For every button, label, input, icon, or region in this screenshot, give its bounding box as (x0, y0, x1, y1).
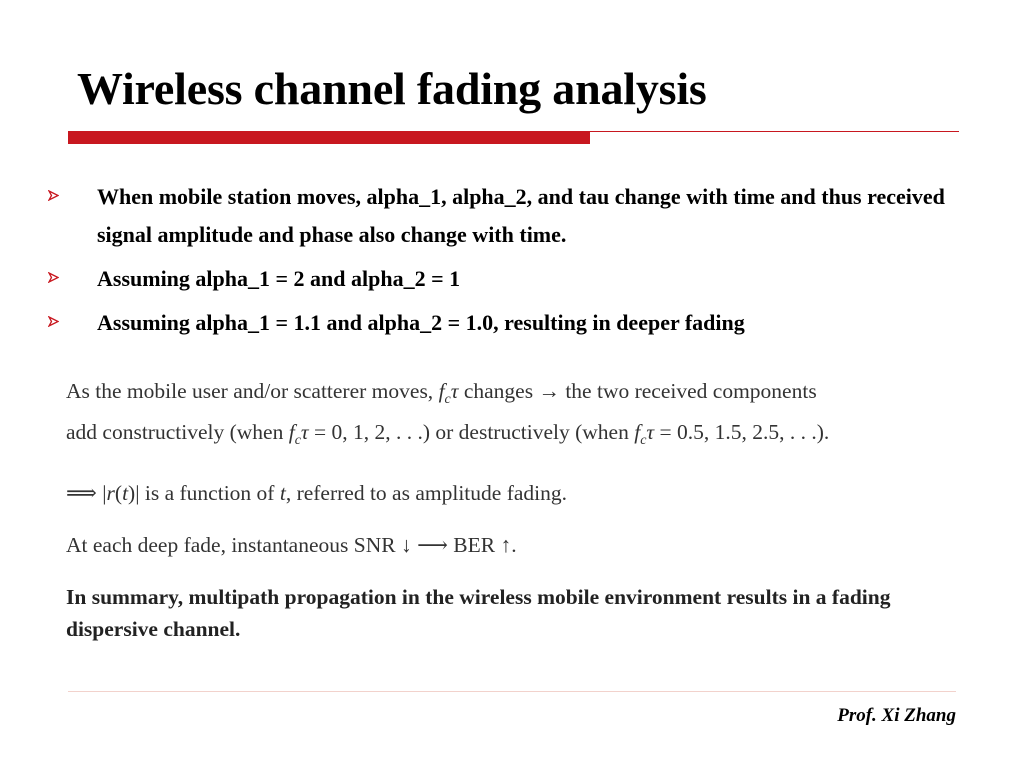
math-tau: τ (300, 420, 309, 444)
slide-title: Wireless channel fading analysis (77, 63, 707, 114)
title-underline-thin (590, 131, 959, 132)
text-run: = 0.5, 1.5, 2.5, . . .). (654, 420, 830, 444)
chevron-arrow-icon (48, 190, 59, 201)
title-underline-thick (68, 131, 590, 144)
text-run: ⟹ | (66, 481, 107, 505)
paragraph-line (66, 375, 996, 416)
chevron-arrow-icon (48, 272, 59, 283)
text-run: , referred to as amplitude fading. (285, 481, 567, 505)
bullet-text: Assuming alpha_1 = 1.1 and alpha_2 = 1.0, resulting in deeper fading (97, 310, 745, 335)
paragraph-line (66, 477, 996, 509)
bullet-list (48, 178, 988, 348)
paragraph-line: At each deep fade, instantaneous SNR ↓ ⟶ BER ↑. (66, 533, 517, 557)
bullet-item (48, 260, 988, 298)
paragraph-line (66, 416, 996, 457)
summary-text: In summary, multipath propagation in the wireless mobile environment results in a fading dispersive channel. (66, 585, 891, 641)
math-t: t (122, 481, 129, 505)
math-tau: τ (450, 379, 459, 403)
bullet-text: Assuming alpha_1 = 2 and alpha_2 = 1 (97, 266, 461, 291)
footer-rule (68, 691, 956, 692)
text-run: add constructively (when (66, 420, 289, 444)
bullet-item (48, 178, 988, 254)
math-fc: f (634, 420, 641, 444)
text-run: = 0, 1, 2, . . .) or destructively (when (308, 420, 635, 444)
chevron-arrow-icon (48, 316, 59, 327)
math-sub: c (294, 433, 301, 448)
text-run: changes → the two received components (458, 379, 817, 403)
math-fc: f (288, 420, 295, 444)
embedded-text-image (66, 375, 996, 645)
text-run: ( (114, 481, 123, 505)
math-t: t (279, 481, 286, 505)
math-tau: τ (646, 420, 655, 444)
text-run: )| is a function of (128, 481, 280, 505)
bullet-item (48, 304, 988, 342)
bullet-text: When mobile station moves, alpha_1, alpha_2, and tau change with time and thus received signal amplitude and phase also change with time. (97, 184, 945, 247)
math-sub: c (444, 392, 451, 407)
text-run: As the mobile user and/or scatterer moves, (66, 379, 439, 403)
math-sub: c (640, 433, 647, 448)
footer-author: Prof. Xi Zhang (837, 705, 956, 726)
math-r: r (106, 481, 115, 505)
math-fc: f (438, 379, 445, 403)
